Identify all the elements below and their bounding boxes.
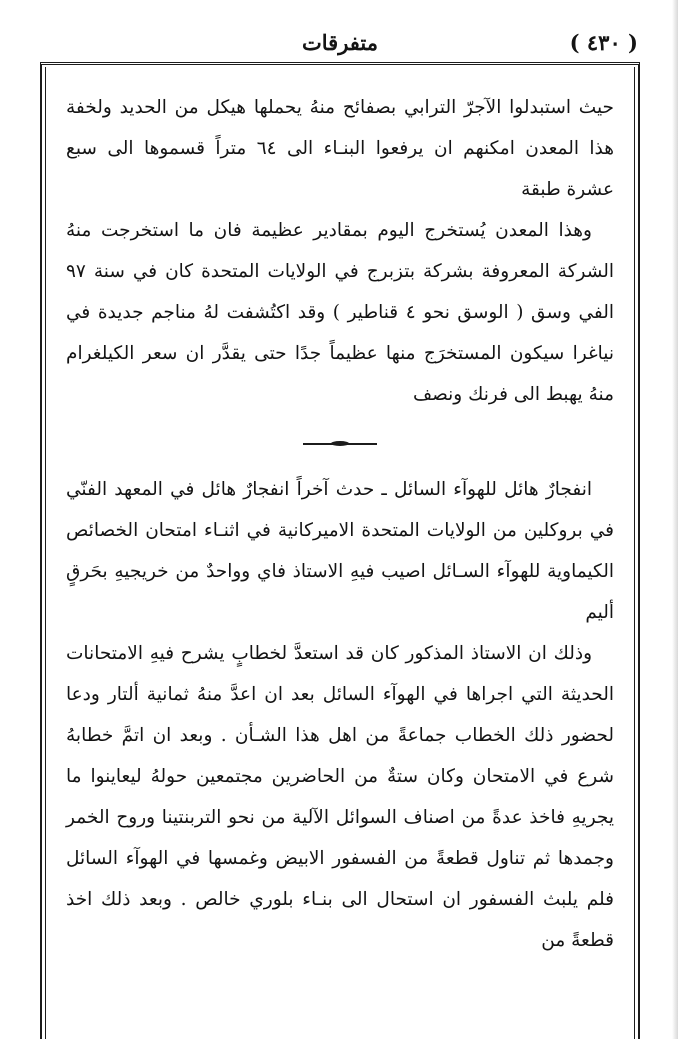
scan-edge-shadow [672,0,678,1039]
paragraph: وذلك ان الاستاذ المذكور كان قد استعدَّ لخطابٍ يشرح فيهِ الامتحانات الحديثة التي اجراها في الهوآء السائل بعد ان اعدَّ منهُ ثمانية ألتار ودعا لحضور ذلك الخطاب جماعةً من اهل هذا الشـأن . وبعد ان اتمَّ خطابهُ شرع في الامتحان وكان ستةٌ من الحاضرين مجتمعين حولهُ ليعاينوا ما يجريهِ فاخذ عدةً من اصناف السوائل الآلية من نحو التربنتينا وروح الخمر وجمدها ثم تناول قطعةً من الفسفور الابيض وغمسها في الهوآء السائل فلم يلبث الفسفور ان استحال الى بنـاء بلوري خالص . وبعد ذلك اخذ قطعةً من [66,643,614,951]
section-divider-ornament [66,429,614,459]
page-header [40,26,640,60]
body-text [66,87,614,961]
text-frame [40,62,640,1039]
paragraph: حيث استبدلوا الآجرّ الترابي بصفائح منهُ يحملها هيكل من الحديد ولخفة هذا المعدن امكنهم ان يرفعوا البنـاء الى ٦٤ متراً قسموها الى سبع عشرة طبقة [66,97,615,200]
article-heading-paragraph: انفجارٌ هائل للهوآء السائل ـ حدث آخراً انفجارٌ هائل في المعهد الفنّي في بروكلين من الولايات المتحدة الاميركانية في اثنـاء امتحان الخصائص الكيماوية للهوآء السـائل اصيب فيهِ الاستاذ فاي وواحدٌ من خريجيهِ بحَرقٍ أليم [66,479,614,623]
page-number: ( ٤٣٠ ) [569,30,638,55]
paragraph: وهذا المعدن يُستخرج اليوم بمقادير عظيمة فان ما استخرجت منهُ الشركة المعروفة بشركة بتزبرج في الولايات المتحدة كان في سنة ٩٧ الفي وسق ( الوسق نحو ٤ قناطير ) وقد اكتُشفت لهُ مناجم جديدة في نياغرا سيكون المستخرَج منها عظيماً جدًا حتى يقدَّر ان سعر الكيلغرام منهُ يهبط الى فرنك ونصف [66,220,615,405]
running-title: متفرقات [301,30,378,55]
